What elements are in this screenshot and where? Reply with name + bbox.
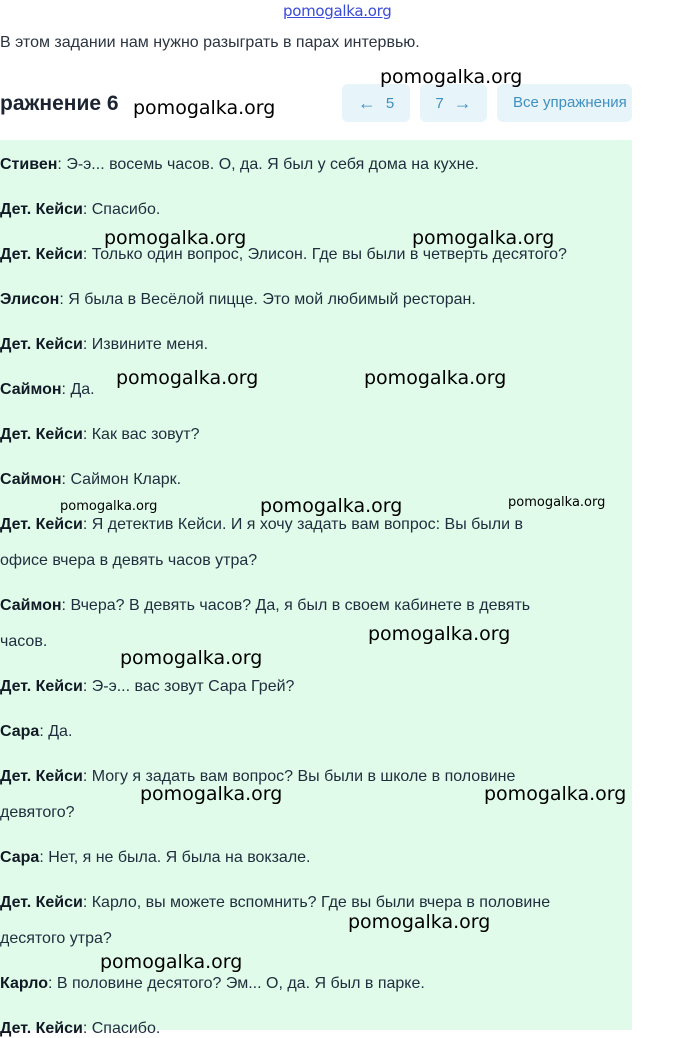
dialogue-line	[0, 1020, 640, 1038]
speaker-name: Дет. Кейси	[0, 336, 83, 353]
watermark-text: pomogalka.org	[380, 66, 523, 88]
site-watermark-top: pomogalka.org	[283, 2, 392, 20]
speaker-name: Дет. Кейси	[0, 768, 83, 785]
watermark-text: pomogalka.org	[104, 227, 247, 249]
speaker-name: Дет. Кейси	[0, 426, 83, 443]
line-text: : Спасибо.	[82, 201, 161, 218]
watermark-text: pomogalka.org	[348, 911, 491, 933]
dialogue-line	[0, 471, 640, 489]
dialogue-line	[0, 516, 640, 534]
exercise-title: ражнение 6	[0, 92, 119, 115]
dialogue-line-continuation: часов.	[0, 633, 48, 650]
dialogue-line	[0, 201, 640, 219]
watermark-text: pomogalka.org	[364, 367, 507, 389]
speaker-name: Элисон	[0, 291, 60, 308]
watermark-text: pomogalka.org	[140, 783, 283, 805]
dialogue-line	[0, 678, 640, 696]
watermark-text: pomogalka.org	[260, 495, 403, 517]
dialogue-line	[0, 894, 640, 912]
speaker-name: Дет. Кейси	[0, 516, 83, 533]
watermark-text: pomogalka.org	[60, 499, 158, 514]
watermark-text: pomogalka.org	[116, 367, 259, 389]
watermark-text: pomogalka.org	[368, 623, 511, 645]
line-text: : Как вас зовут?	[82, 426, 200, 443]
line-text: : Извините меня.	[82, 336, 209, 353]
speaker-name: Дет. Кейси	[0, 201, 83, 218]
speaker-name: Карло	[0, 975, 48, 992]
dialogue-line	[0, 156, 640, 174]
dialogue-line-continuation: десятого утра?	[0, 930, 112, 947]
next-exercise-label: 7	[435, 94, 444, 112]
dialogue-line	[0, 381, 640, 399]
dialogue-line	[0, 291, 640, 309]
line-text: : В половине десятого? Эм... О, да. Я был в парке.	[47, 975, 425, 992]
dialogue-line-continuation: девятого?	[0, 804, 75, 821]
line-text: : Я была в Весёлой пицце. Это мой любимый ресторан.	[59, 291, 476, 308]
line-text: : Я детектив Кейси. И я хочу задать вам вопрос: Вы были в	[82, 516, 524, 533]
speaker-name: Дет. Кейси	[0, 246, 83, 263]
watermark-text: pomogalka.org	[100, 951, 243, 973]
dialogue-line	[0, 723, 640, 741]
dialogue-line	[0, 597, 640, 615]
watermark-text: pomogalka.org	[508, 495, 606, 510]
line-text: : Нет, я не была. Я была на вокзале.	[39, 849, 311, 866]
watermark-text: pomogalka.org	[412, 227, 555, 249]
speaker-name: Дет. Кейси	[0, 1020, 83, 1037]
arrow-right-icon: →	[453, 92, 472, 113]
line-text: : Спасибо.	[82, 1020, 161, 1037]
intro-text: В этом задании нам нужно разыграть в парах интервью.	[0, 34, 420, 51]
all-exercises-button[interactable]: Все упражнения	[497, 84, 632, 122]
line-text: : Карло, вы можете вспомнить? Где вы были вчера в половине	[82, 894, 551, 911]
dialogue-line-continuation: офисе вчера в девять часов утра?	[0, 552, 258, 569]
dialogue-line	[0, 426, 640, 444]
line-text: : Только один вопрос, Элисон. Где вы были в четверть десятого?	[82, 246, 567, 263]
speaker-name: Сара	[0, 849, 40, 866]
arrow-left-icon: ←	[357, 92, 376, 113]
next-exercise-button[interactable]	[420, 84, 487, 122]
line-text: : Э-э... восемь часов. О, да. Я был у себя дома на кухне.	[57, 156, 479, 173]
speaker-name: Стивен	[0, 156, 58, 173]
line-text: : Э-э... вас зовут Сара Грей?	[82, 678, 295, 695]
speaker-name: Саймон	[0, 381, 62, 398]
speaker-name: Саймон	[0, 471, 62, 488]
prev-exercise-button[interactable]	[342, 84, 410, 122]
speaker-name: Саймон	[0, 597, 62, 614]
line-text: : Саймон Кларк.	[61, 471, 182, 488]
line-text: : Да.	[39, 723, 73, 740]
speaker-name: Дет. Кейси	[0, 678, 83, 695]
line-text: : Могу я задать вам вопрос? Вы были в школе в половине	[82, 768, 516, 785]
speaker-name: Сара	[0, 723, 40, 740]
line-text: : Да.	[61, 381, 95, 398]
watermark-text: pomogalka.org	[484, 783, 627, 805]
dialogue-line	[0, 336, 640, 354]
speaker-name: Дет. Кейси	[0, 894, 83, 911]
prev-exercise-label: 5	[385, 94, 395, 112]
dialogue-line	[0, 849, 640, 867]
line-text: : Вчера? В девять часов? Да, я был в своем кабинете в девять	[61, 597, 531, 614]
watermark-text: pomogalka.org	[120, 647, 263, 669]
watermark-text: pomogalka.org	[133, 97, 276, 119]
dialogue-line	[0, 975, 640, 993]
